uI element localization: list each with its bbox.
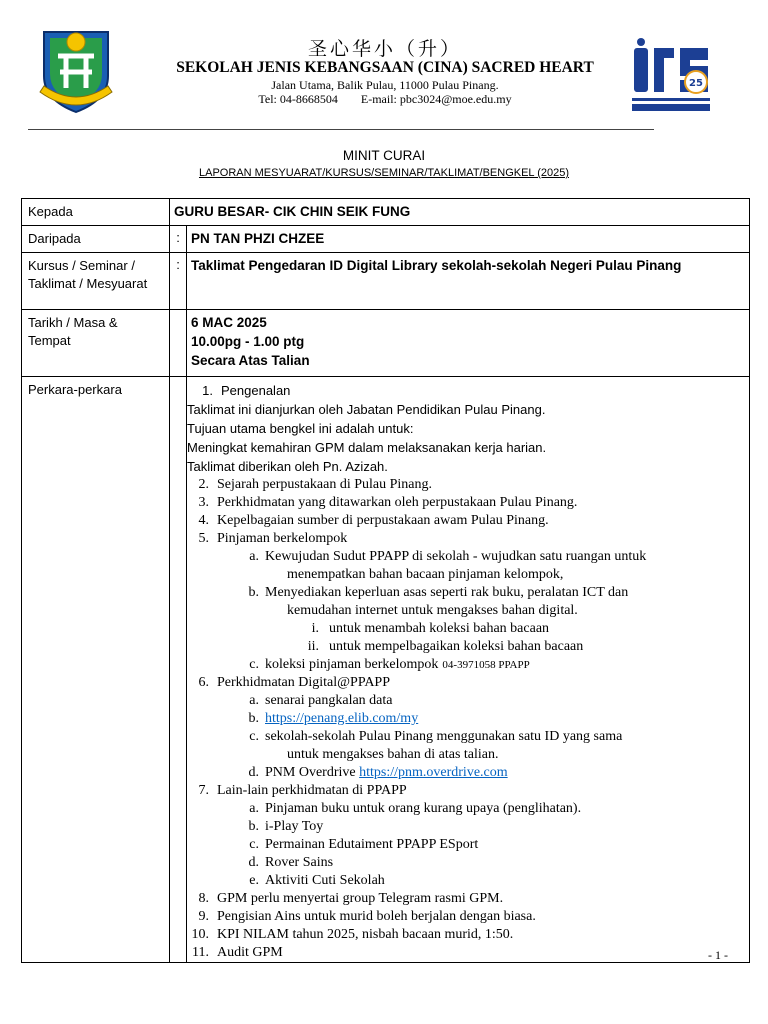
paragraph: Meningkat kemahiran GPM dalam melaksanakan kerja harian. xyxy=(187,440,547,455)
paragraph: Taklimat diberikan oleh Pn. Azizah. xyxy=(187,459,388,474)
list-item: 7. Lain-lain perkhidmatan di PPAPP xyxy=(198,783,407,798)
value-daripada: PN TAN PHZI CHZEE xyxy=(187,226,750,253)
school-crest-logo xyxy=(36,26,116,116)
label-tarikh: Tarikh / Masa & Tempat xyxy=(22,310,170,377)
value-kursus: Taklimat Pengedaran ID Digital Library sekolah-sekolah Negeri Pulau Pinang xyxy=(187,253,750,310)
list-item: ii. untuk mempelbagaikan koleksi bahan bacaan xyxy=(307,639,584,654)
minutes-table xyxy=(21,198,750,963)
list-item: 2. Sejarah perpustakaan di Pulau Pinang. xyxy=(198,477,433,492)
list-item: i. untuk menambah koleksi bahan bacaan xyxy=(311,621,550,636)
pts-logo-number: 25 xyxy=(689,78,703,89)
school-email: E-mail: pbc3024@moe.edu.my xyxy=(360,92,512,106)
list-item: d. PNM Overdrive https://pnm.overdrive.com xyxy=(248,765,508,780)
colon-daripada: : xyxy=(170,226,187,253)
list-item: b. Menyediakan keperluan asas seperti rak buku, peralatan ICT dan xyxy=(248,585,629,600)
list-item: b. i-Play Toy xyxy=(248,819,324,834)
list-item: a. senarai pangkalan data xyxy=(249,693,393,708)
row-kursus xyxy=(22,253,750,310)
list-item: 3. Perkhidmatan yang ditawarkan oleh perpustakaan Pulau Pinang. xyxy=(198,495,578,510)
page-number: - 1 - xyxy=(708,948,728,962)
school-phone: Tel: 04-8668504 xyxy=(258,92,338,106)
list-item: 8. GPM perlu menyertai group Telegram rasmi GPM. xyxy=(198,891,504,906)
document-title: MINIT CURAI xyxy=(342,148,426,163)
row-tarikh xyxy=(22,310,750,377)
list-item: 6. Perkhidmatan Digital@PPAPP xyxy=(198,675,391,690)
elib-link[interactable]: https://penang.elib.com/my xyxy=(265,711,419,726)
list-item: 5. Pinjaman berkelompok xyxy=(198,531,348,546)
label-kepada: Kepada xyxy=(22,199,170,226)
label-perkara: Perkara-perkara xyxy=(22,377,170,963)
list-item-continued: menempatkan bahan bacaan pinjaman kelompok, xyxy=(287,567,564,582)
list-item: 11. Audit GPM xyxy=(192,945,283,960)
list-item: a. Kewujudan Sudut PPAPP di sekolah - wujudkan satu ruangan untuk xyxy=(249,549,647,564)
list-item: 9. Pengisian Ains untuk murid boleh berjalan dengan biasa. xyxy=(198,909,536,924)
row-daripada xyxy=(22,226,750,253)
colon-kursus: : xyxy=(170,253,187,310)
paragraph: Tujuan utama bengkel ini adalah untuk: xyxy=(187,421,414,436)
list-item-continued: kemudahan internet untuk mengakses bahan digital. xyxy=(287,603,578,618)
label-kursus: Kursus / Seminar / Taklimat / Mesyuarat xyxy=(22,253,170,310)
agenda-content xyxy=(187,377,750,963)
list-item-continued: untuk mengakses bahan di atas talian. xyxy=(287,747,499,762)
meeting-date: 6 MAC 2025 xyxy=(191,315,267,330)
list-item: b. https://penang.elib.com/my xyxy=(248,711,419,726)
list-item: 1. Pengenalan xyxy=(202,383,291,398)
label-daripada: Daripada xyxy=(22,226,170,253)
letterhead xyxy=(0,0,768,140)
header-divider xyxy=(28,129,654,130)
overdrive-link[interactable]: https://pnm.overdrive.com xyxy=(359,765,508,780)
list-item: 10. KPI NILAM tahun 2025, nisbah bacaan murid, 1:50. xyxy=(191,927,514,942)
row-kepada xyxy=(22,199,750,226)
document-subtitle: LAPORAN MESYUARAT/KURSUS/SEMINAR/TAKLIMAT/BENGKEL (2025) xyxy=(198,167,569,179)
row-perkara xyxy=(22,377,750,963)
meeting-time: 10.00pg - 1.00 ptg xyxy=(191,334,305,349)
value-kepada: GURU BESAR- CIK CHIN SEIK FUNG xyxy=(170,199,750,226)
list-item: c. sekolah-sekolah Pulau Pinang menggunakan satu ID yang sama xyxy=(249,729,623,744)
school-name-chinese: 圣心华小（升） xyxy=(307,38,462,60)
list-item: d. Rover Sains xyxy=(248,855,334,870)
list-item: a. Pinjaman buku untuk orang kurang upaya (penglihatan). xyxy=(249,801,582,816)
pts-2025-logo xyxy=(630,38,712,116)
value-tarikh xyxy=(187,310,750,377)
paragraph: Taklimat ini dianjurkan oleh Jabatan Pendidikan Pulau Pinang. xyxy=(187,402,546,417)
list-item: c. Permainan Edutaiment PPAPP ESport xyxy=(249,837,479,852)
phone-note: 04-3971058 PPAPP xyxy=(442,659,530,671)
list-item: 4. Kepelbagaian sumber di perpustakaan awam Pulau Pinang. xyxy=(198,513,549,528)
list-item: c. koleksi pinjaman berkelompok 04-3971058 PPAPP xyxy=(249,657,530,672)
school-contact xyxy=(130,92,640,107)
school-address: Jalan Utama, Balik Pulau, 11000 Pulau Pinang. xyxy=(271,78,499,92)
meeting-place: Secara Atas Talian xyxy=(191,353,310,368)
list-item: e. Aktiviti Cuti Sekolah xyxy=(249,873,385,888)
school-name: SEKOLAH JENIS KEBANGSAAN (CINA) SACRED HEART xyxy=(176,59,594,76)
